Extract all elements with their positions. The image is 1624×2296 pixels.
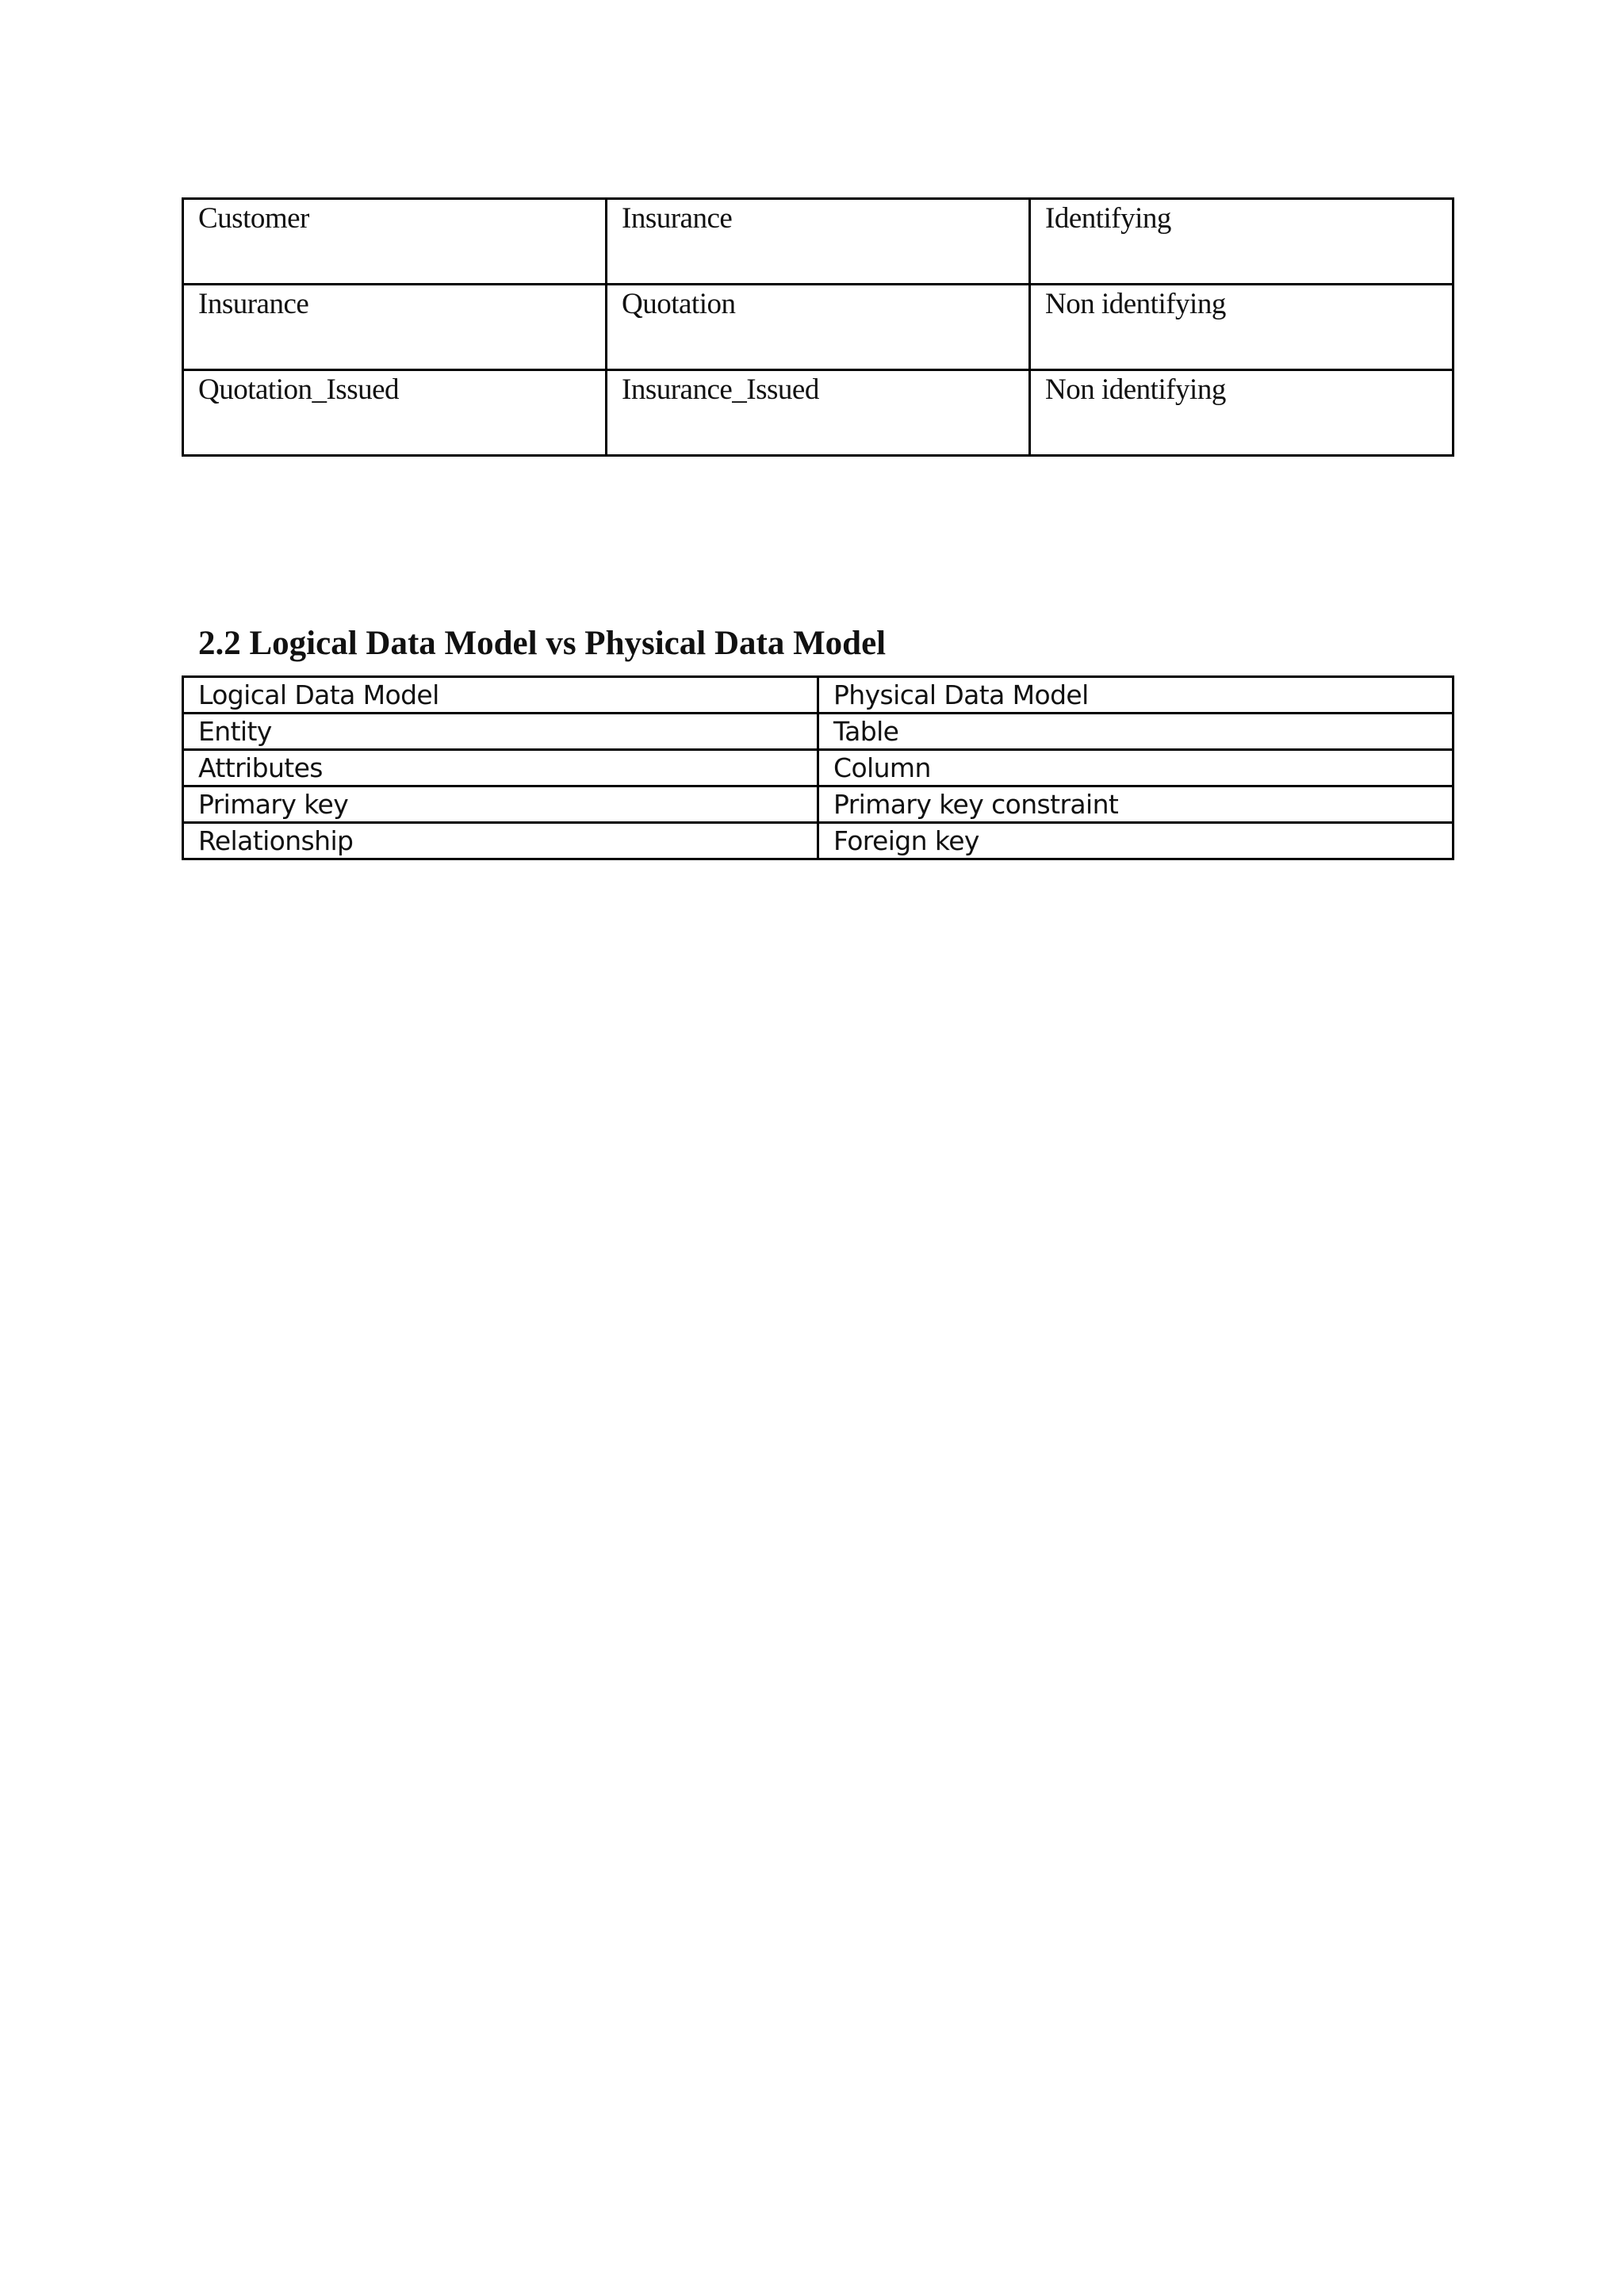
table-cell: Primary key constraint — [818, 786, 1454, 823]
table-cell: Insurance — [183, 285, 607, 370]
table-row — [183, 750, 1454, 786]
table-cell: Insurance — [607, 199, 1030, 285]
table-row — [183, 714, 1454, 750]
relationships-table — [182, 197, 1454, 457]
table-cell: Physical Data Model — [818, 677, 1454, 714]
table-row — [183, 823, 1454, 859]
table-row — [183, 199, 1454, 285]
section-heading: 2.2 Logical Data Model vs Physical Data Model — [198, 625, 887, 662]
table-header-row — [183, 677, 1454, 714]
table-cell: Identifying — [1030, 199, 1454, 285]
table-cell: Customer — [183, 199, 607, 285]
table-cell: Insurance_Issued — [607, 370, 1030, 456]
table-cell: Non identifying — [1030, 370, 1454, 456]
table-cell: Column — [818, 750, 1454, 786]
table-row — [183, 370, 1454, 456]
table-cell: Relationship — [183, 823, 818, 859]
table-cell: Attributes — [183, 750, 818, 786]
comparison-table — [182, 675, 1454, 860]
table-cell: Table — [818, 714, 1454, 750]
table-cell: Foreign key — [818, 823, 1454, 859]
table-row — [183, 285, 1454, 370]
table-cell: Non identifying — [1030, 285, 1454, 370]
table-cell: Primary key — [183, 786, 818, 823]
table-cell: Quotation — [607, 285, 1030, 370]
table-cell: Entity — [183, 714, 818, 750]
table-row — [183, 786, 1454, 823]
table-cell: Quotation_Issued — [183, 370, 607, 456]
table-cell: Logical Data Model — [183, 677, 818, 714]
